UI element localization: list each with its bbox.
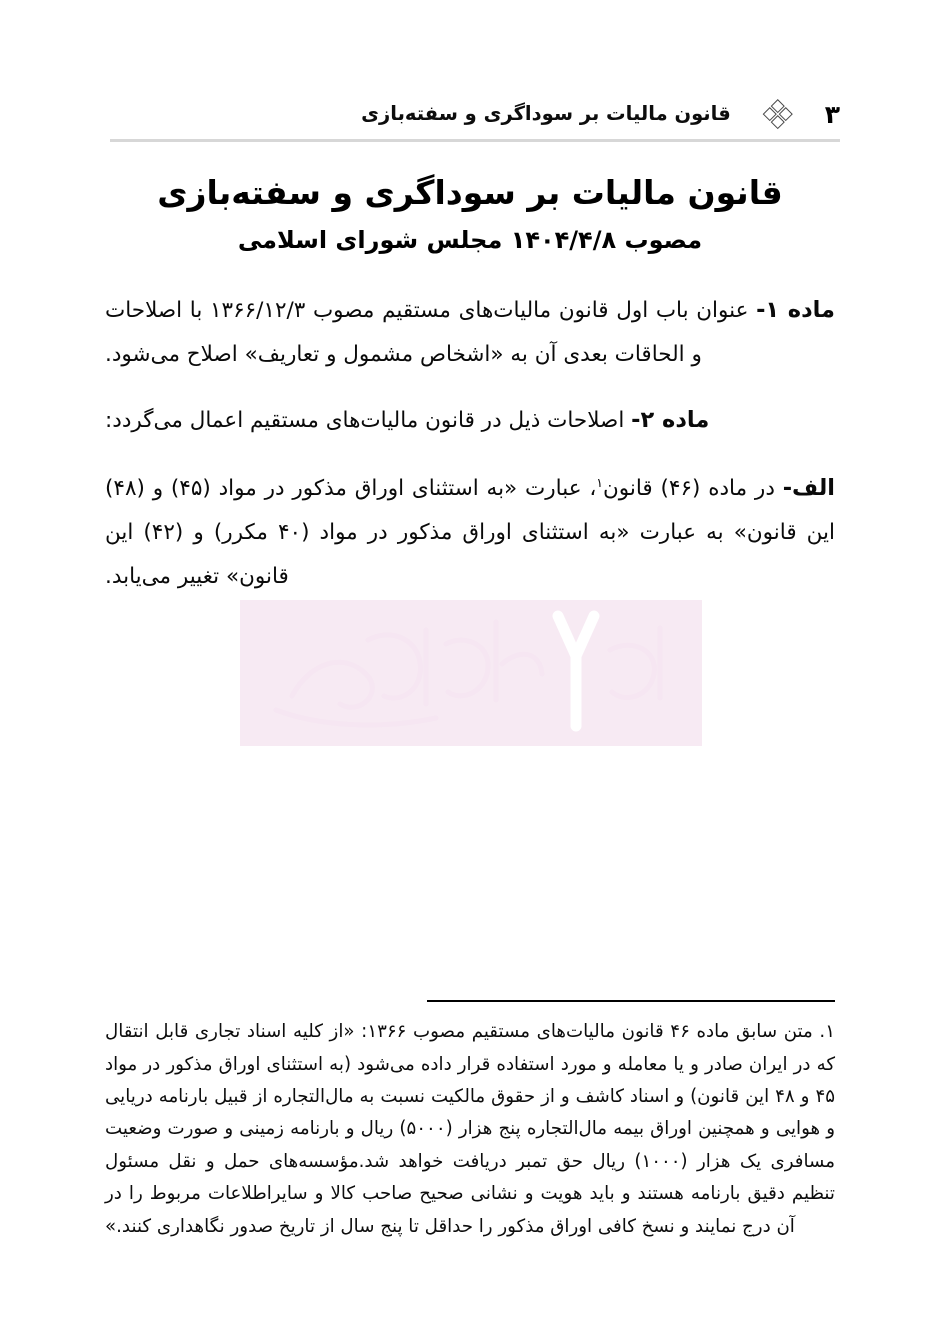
document-body [105, 170, 835, 598]
document-title: قانون مالیات بر سوداگری و سفته‌بازی [157, 173, 783, 212]
page-number: ۳ [824, 99, 840, 129]
article-2-body: اصلاحات ذیل در قانون مالیات‌های مستقیم اعمال می‌گردد: [105, 408, 632, 434]
header-divider-rule [110, 139, 840, 142]
clause-alef-body-after-ref: ، عبارت «به استثنای اوراق مذکور در مواد (۴۵) و (۴۸) این قانون» به عبارت «به استثنای اوراق مذکور در مواد (۴۰ مکرر) و (۴۲) این قانون» تغییر می‌یابد. [105, 475, 836, 589]
calligraphy-seal-watermark-icon [240, 600, 702, 746]
document-subtitle: مصوب ۱۴۰۴/۴/۸ مجلس شورای اسلامی [237, 225, 703, 254]
running-header [110, 92, 840, 136]
clause-alef [105, 466, 835, 598]
clause-alef-body-before-ref: در ماده (۴۶) قانون [602, 475, 783, 501]
article-1 [105, 288, 835, 377]
article-2 [105, 398, 835, 443]
running-header-title: قانون مالیات بر سوداگری و سفته‌بازی [361, 102, 731, 126]
footnote-reference-marker[interactable]: ۱ [596, 474, 603, 490]
article-1-lead: ماده ۱- [756, 296, 835, 323]
footnote-separator-rule [427, 1000, 835, 1003]
article-1-body: عنوان باب اول قانون مالیات‌های مستقیم مصوب ۱۳۶۶/۱۲/۳ با اصلاحات و الحاقات بعدی آن به «اشخاص مشمول و تعاریف» اصلاح می‌شود. [105, 297, 757, 367]
four-diamond-ornament-icon [765, 101, 791, 127]
article-2-lead: ماده ۲- [631, 407, 710, 434]
clause-alef-lead: الف- [782, 474, 836, 501]
footnote-text: ۱. متن سابق ماده ۴۶ قانون مالیات‌های مستقیم مصوب ۱۳۶۶: «از کلیه اسناد تجاری قابل انتقال که در ایران صادر و یا معامله و مورد استفاده قرار داده می‌شود (به استثنای اوراق مذکور در مواد ۴۵ و ۴۸ این قانون) و اسناد کاشف و از حقوق مالکیت نسبت به مال‌التجاره از قبیل بارنامه دریایی و هوایی و همچنین اوراق بیمه مال‌التجاره پنج هزار (۵۰۰۰) ریال و بارنامه زمینی و صورت وضعیت مسافری یک هزار (۱۰۰۰) ریال حق تمبر دریافت خواهد شد.مؤسسه‌های حمل و نقل مسئول تنظیم دقیق بارنامه هستند و باید هویت و نشانی صحیح صاحب کالا و سایراطلاعات مربوط را در آن درج نمایند و نسخ کافی اوراق مذکور را حداقل تا پنج سال از تاریخ صدور نگاهداری کنند.» [105, 1021, 836, 1237]
footnote-zone [105, 1000, 835, 1243]
